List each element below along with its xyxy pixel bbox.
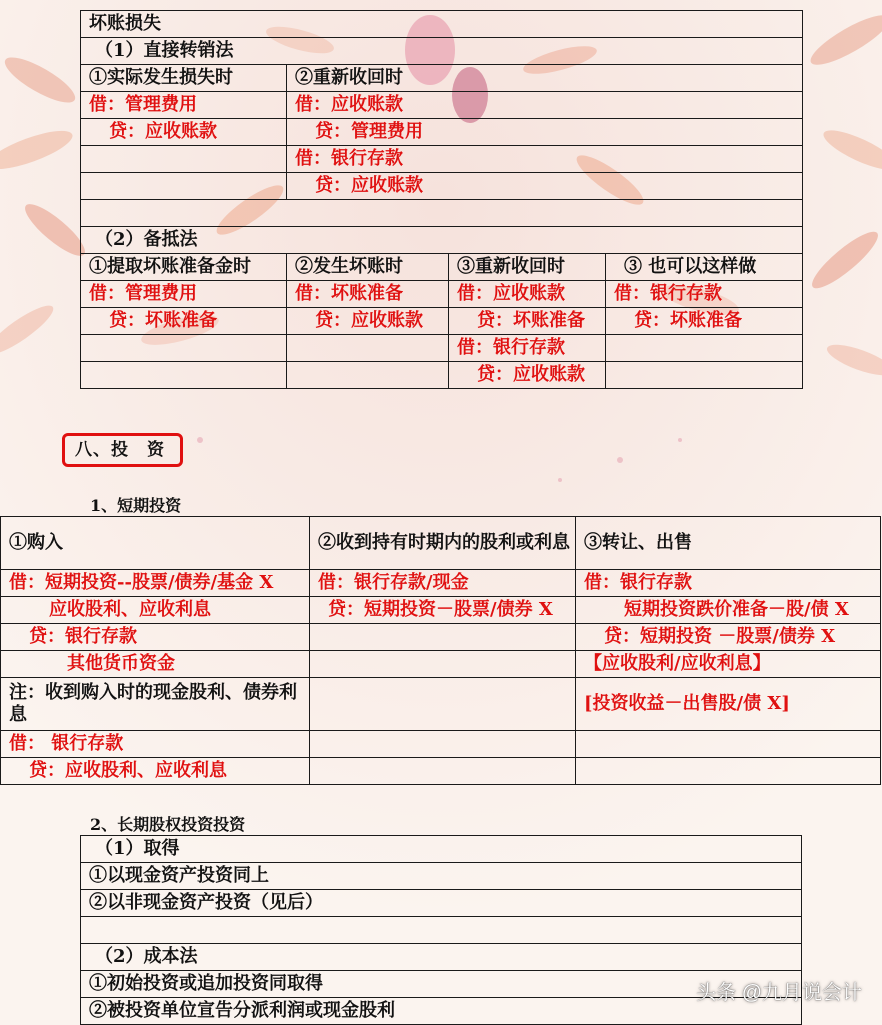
entry: 应收股利、应收利息 (1, 597, 310, 624)
header-purchase: ①购入 (1, 517, 310, 570)
entry: [投资收益－出售股/债 X] (576, 678, 881, 731)
section-heading-investment: 八、投 资 (62, 433, 183, 467)
entry: 贷：应收股利、应收利息 (1, 758, 310, 785)
allowance-heading: （2）备抵法 (81, 227, 803, 254)
allowance-header-2: ②发生坏账时 (287, 254, 449, 281)
empty-cell (287, 362, 449, 389)
allowance-header-1: ①提取坏账准备金时 (81, 254, 287, 281)
allowance-entry: 贷：坏账准备 (449, 308, 606, 335)
entry: 其他货币资金 (1, 651, 310, 678)
empty-cell (81, 173, 287, 200)
entry: 贷：短期投资 －股票/债券 X (576, 624, 881, 651)
entry: 借：银行存款/现金 (310, 570, 576, 597)
direct-header-recover: ②重新收回时 (287, 65, 803, 92)
empty-cell (287, 335, 449, 362)
short-term-investment-title: 1、短期投资 (90, 496, 182, 515)
direct-writeoff-heading: （1）直接转销法 (81, 38, 803, 65)
allowance-entry: 贷：应收账款 (287, 308, 449, 335)
allowance-header-4: ③ 也可以这样做 (606, 254, 803, 281)
bad-debt-table (80, 10, 803, 389)
long-term-investment-title: 2、长期股权投资投资 (90, 815, 246, 834)
row: （1）取得 (81, 836, 802, 863)
short-term-investment-table (0, 516, 881, 785)
direct-header-loss: ①实际发生损失时 (81, 65, 287, 92)
long-term-investment-table (80, 835, 802, 1025)
allowance-entry: 借：银行存款 (449, 335, 606, 362)
row: ②以非现金资产投资（见后） (81, 890, 802, 917)
entry: 借：银行存款 (576, 570, 881, 597)
empty-cell (606, 335, 803, 362)
direct-entry: 贷：管理费用 (287, 119, 803, 146)
direct-entry: 借：管理费用 (81, 92, 287, 119)
allowance-entry: 借：应收账款 (449, 281, 606, 308)
entry: 【应收股利/应收利息】 (576, 651, 881, 678)
empty-cell (606, 362, 803, 389)
allowance-entry: 借：银行存款 (606, 281, 803, 308)
empty-cell (310, 651, 576, 678)
empty-cell (310, 678, 576, 731)
empty-cell (81, 146, 287, 173)
empty-cell (576, 731, 881, 758)
allowance-header-3: ③重新收回时 (449, 254, 606, 281)
entry: 贷：银行存款 (1, 624, 310, 651)
allowance-entry: 贷：应收账款 (449, 362, 606, 389)
entry: 贷：短期投资－股票/债券 X (310, 597, 576, 624)
empty-row (81, 200, 803, 227)
entry: 借：短期投资--股票/债券/基金 X (1, 570, 310, 597)
empty-row (81, 917, 802, 944)
row: （2）成本法 (81, 944, 802, 971)
header-sale: ③转让、出售 (576, 517, 881, 570)
bad-debt-title: 坏账损失 (81, 11, 803, 38)
empty-cell (310, 758, 576, 785)
allowance-entry: 借：坏账准备 (287, 281, 449, 308)
allowance-entry: 贷：坏账准备 (81, 308, 287, 335)
row: ②被投资单位宣告分派利润或现金股利 (81, 998, 802, 1025)
empty-cell (81, 335, 287, 362)
empty-cell (310, 624, 576, 651)
header-dividend: ②收到持有时期内的股利或利息 (310, 517, 576, 570)
row: ①以现金资产投资同上 (81, 863, 802, 890)
direct-entry: 借：银行存款 (287, 146, 803, 173)
direct-entry: 贷：应收账款 (287, 173, 803, 200)
watermark: 头条 @九月说会计 (696, 982, 862, 1004)
entry: 借： 银行存款 (1, 731, 310, 758)
direct-entry: 贷：应收账款 (81, 119, 287, 146)
row: ①初始投资或追加投资同取得 (81, 971, 802, 998)
allowance-entry: 借：管理费用 (81, 281, 287, 308)
allowance-entry: 贷：坏账准备 (606, 308, 803, 335)
empty-cell (576, 758, 881, 785)
note: 注：收到购入时的现金股利、债券利息 (1, 678, 310, 731)
empty-cell (81, 362, 287, 389)
empty-cell (310, 731, 576, 758)
direct-entry: 借：应收账款 (287, 92, 803, 119)
entry: 短期投资跌价准备－股/债 X (576, 597, 881, 624)
